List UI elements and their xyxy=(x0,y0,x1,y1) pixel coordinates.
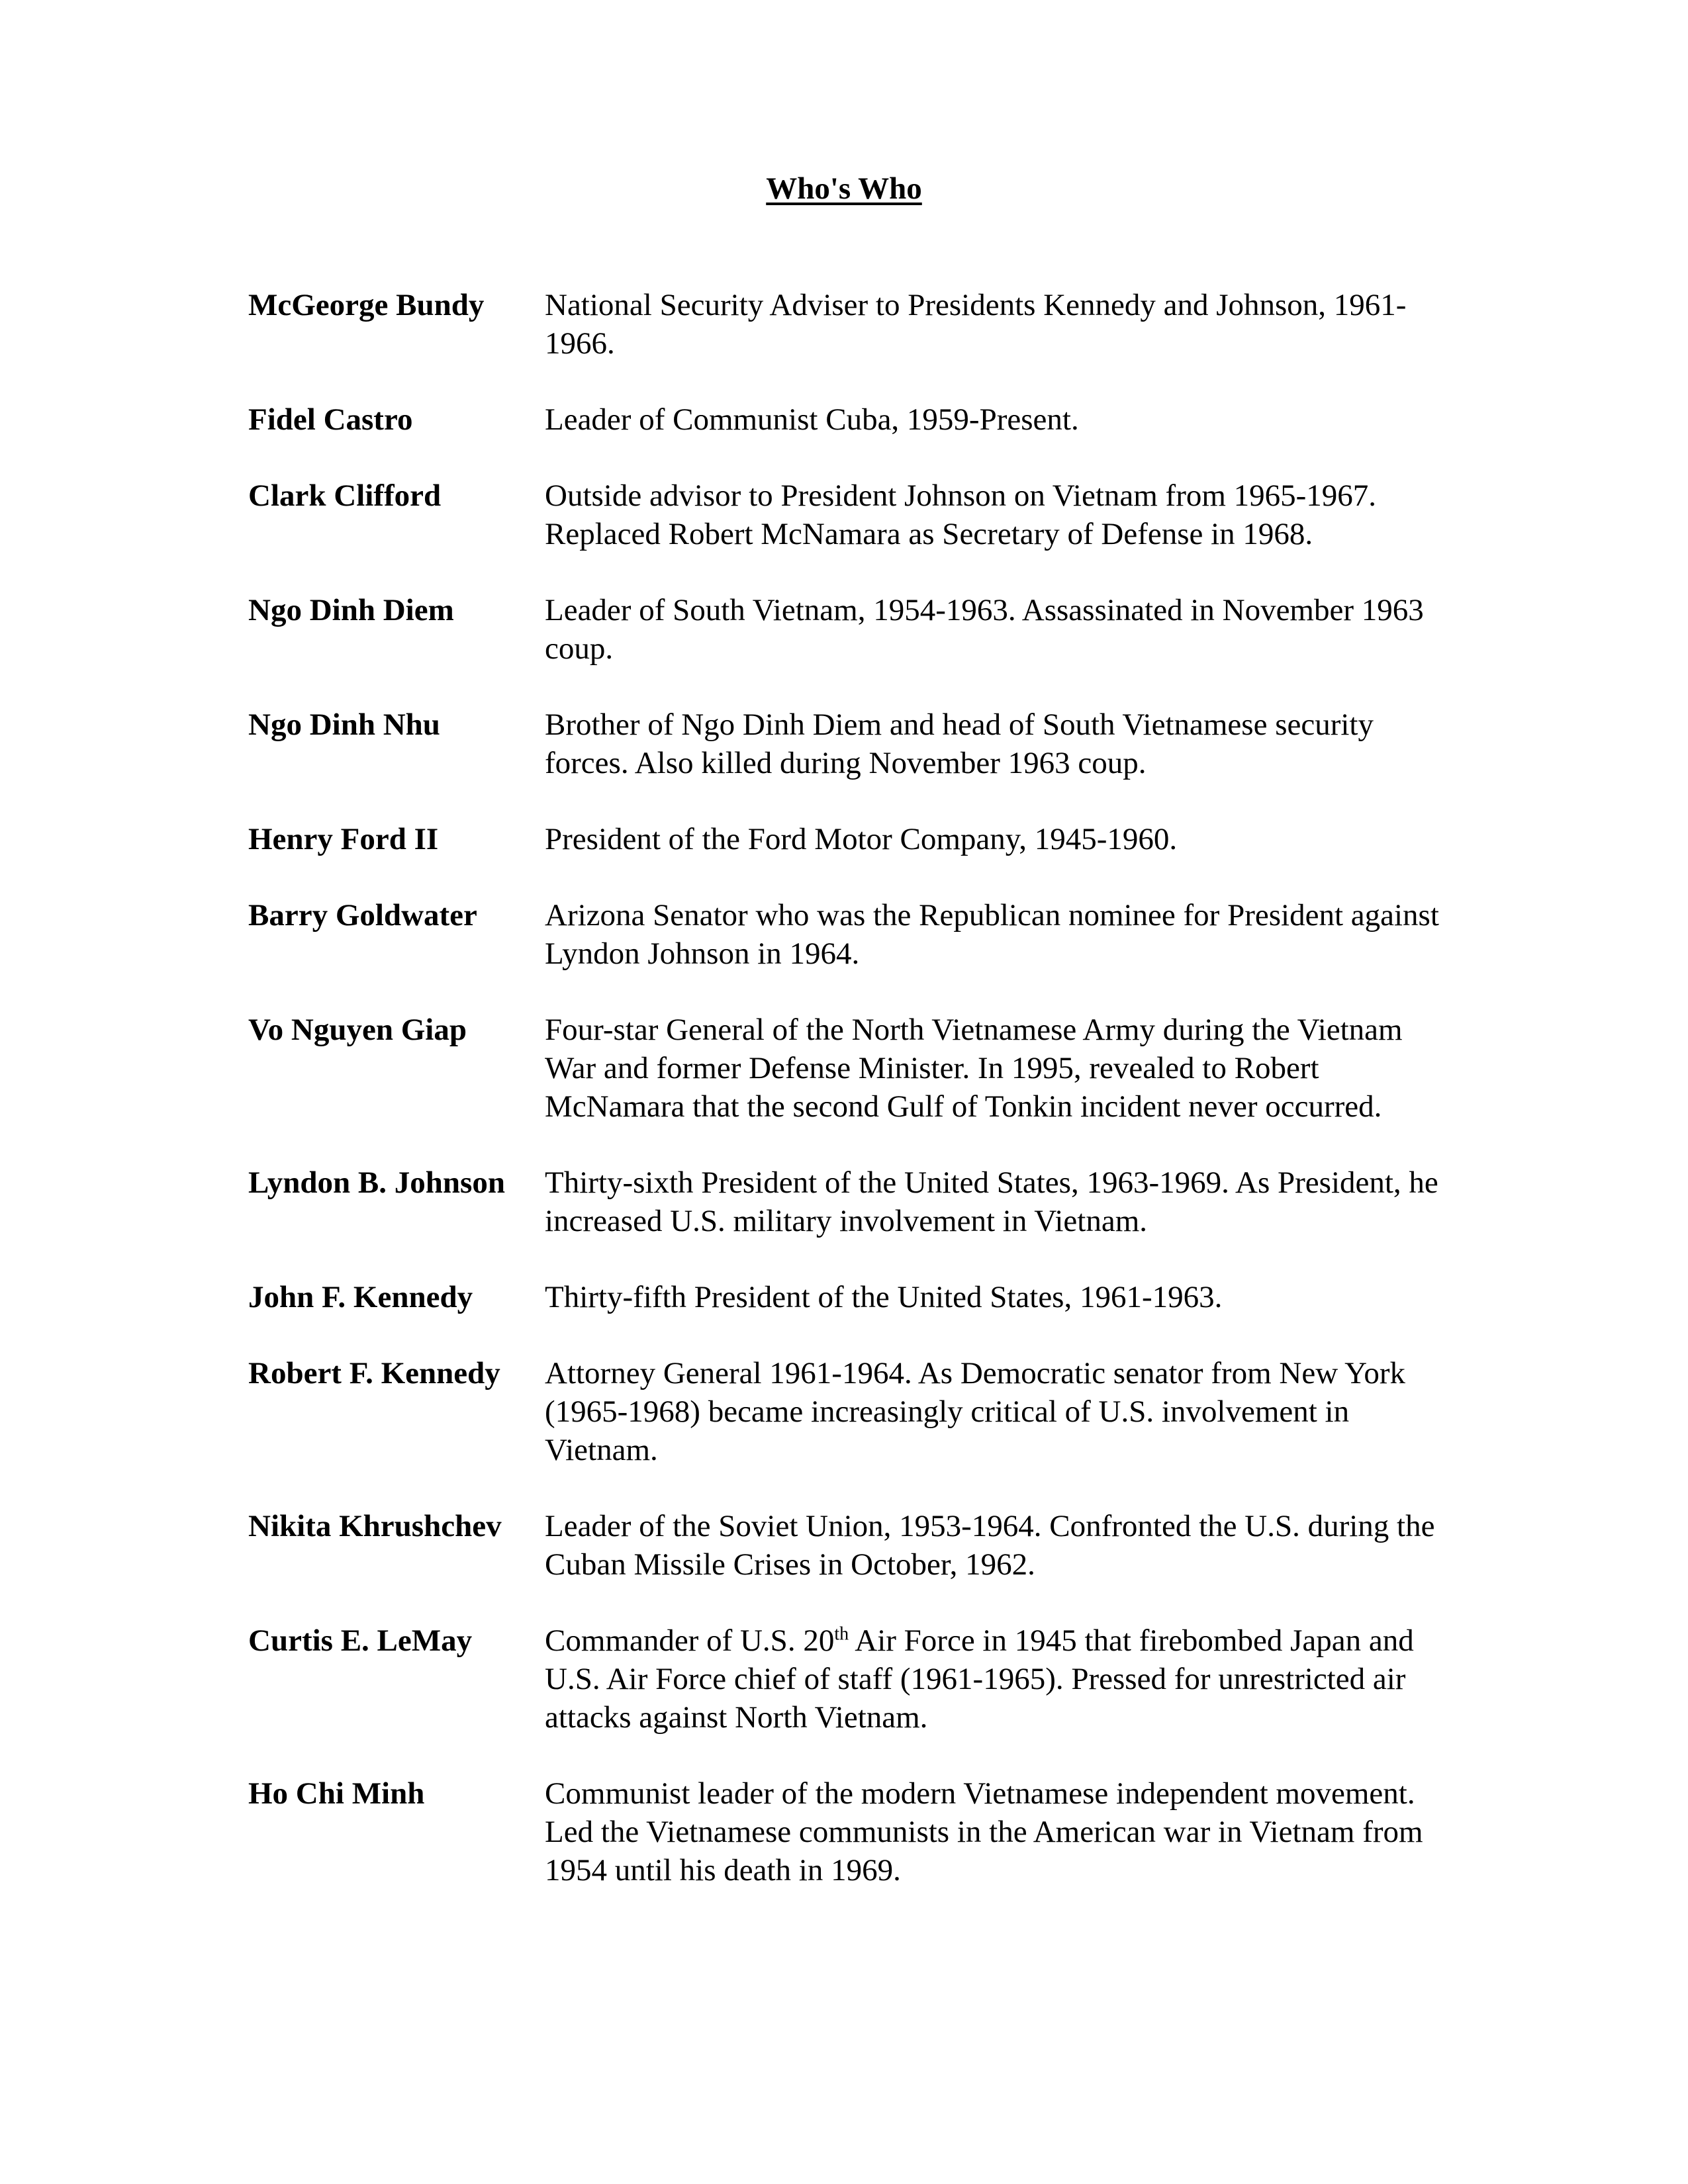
entry-name: Robert F. Kennedy xyxy=(248,1356,500,1390)
entry-clifford xyxy=(248,477,1446,553)
entry-diem xyxy=(248,591,1446,668)
entry-name: Ngo Dinh Diem xyxy=(248,593,454,627)
entry-name: Lyndon B. Johnson xyxy=(248,1165,505,1200)
entry-description: Leader of South Vietnam, 1954-1963. Assassinated in November 1963 coup. xyxy=(545,593,1424,666)
entry-name: McGeorge Bundy xyxy=(248,288,485,322)
entry-ho-chi-minh xyxy=(248,1774,1446,1889)
entry-castro xyxy=(248,400,1446,439)
ordinal-superscript: th xyxy=(834,1623,849,1645)
entry-lbj xyxy=(248,1163,1446,1240)
entry-lemay xyxy=(248,1621,1446,1737)
entry-giap xyxy=(248,1011,1446,1126)
entry-name: Fidel Castro xyxy=(248,402,413,437)
entry-name: Vo Nguyen Giap xyxy=(248,1013,467,1047)
entry-name: Henry Ford II xyxy=(248,822,439,856)
entry-description: Communist leader of the modern Vietnamese independent movement. Led the Vietnamese communists in the American war in Vietnam from 1954 until his death in 1969. xyxy=(545,1776,1423,1888)
entry-description: Brother of Ngo Dinh Diem and head of South Vietnamese security forces. Also killed during November 1963 coup. xyxy=(545,707,1374,780)
entry-description-end: Air Force in 1945 that firebombed Japan and U.S. Air Force chief of staff (1961-1965). Pressed for unrestricted air attacks against North Vietnam. xyxy=(545,1623,1414,1735)
entry-description: Leader of Communist Cuba, 1959-Present. xyxy=(545,402,1079,437)
entry-description: Four-star General of the North Vietnamese Army during the Vietnam War and former Defense Minister. In 1995, revealed to Robert McNamara that the second Gulf of Tonkin incident never occurred. xyxy=(545,1013,1403,1124)
entry-name: Nikita Khrushchev xyxy=(248,1509,502,1543)
entry-list xyxy=(248,286,1446,1927)
entry-description xyxy=(545,1621,1446,1737)
entry-description: Outside advisor to President Johnson on Vietnam from 1965-1967. Replaced Robert McNamara as Secretary of Defense in 1968. xyxy=(545,478,1377,551)
entry-description: Arizona Senator who was the Republican nominee for President against Lyndon Johnson in 1964. xyxy=(545,898,1439,971)
entry-nhu xyxy=(248,705,1446,782)
entry-name: John F. Kennedy xyxy=(248,1280,473,1314)
entry-name: Barry Goldwater xyxy=(248,898,477,933)
entry-description: President of the Ford Motor Company, 1945-1960. xyxy=(545,822,1178,856)
entry-description-start: Commander of U.S. 20 xyxy=(545,1623,835,1658)
entry-ford xyxy=(248,820,1446,858)
entry-description: Leader of the Soviet Union, 1953-1964. Confronted the U.S. during the Cuban Missile Crises in October, 1962. xyxy=(545,1509,1435,1582)
entry-rfk xyxy=(248,1354,1446,1469)
entry-name: Clark Clifford xyxy=(248,478,442,513)
entry-name: Ngo Dinh Nhu xyxy=(248,707,440,742)
entry-goldwater xyxy=(248,896,1446,973)
entry-name: Ho Chi Minh xyxy=(248,1776,425,1811)
entry-description: National Security Adviser to Presidents Kennedy and Johnson, 1961-1966. xyxy=(545,288,1407,361)
page-title: Who's Who xyxy=(766,171,922,206)
entry-description: Thirty-sixth President of the United States, 1963-1969. As President, he increased U.S. military involvement in Vietnam. xyxy=(545,1165,1438,1238)
entry-khrushchev xyxy=(248,1507,1446,1584)
entry-jfk xyxy=(248,1278,1446,1316)
entry-description: Thirty-fifth President of the United States, 1961-1963. xyxy=(545,1280,1223,1314)
entry-description: Attorney General 1961-1964. As Democratic senator from New York (1965-1968) became increasingly critical of U.S. involvement in Vietnam. xyxy=(545,1356,1406,1467)
entry-name: Curtis E. LeMay xyxy=(248,1623,473,1658)
entry-bundy xyxy=(248,286,1446,363)
